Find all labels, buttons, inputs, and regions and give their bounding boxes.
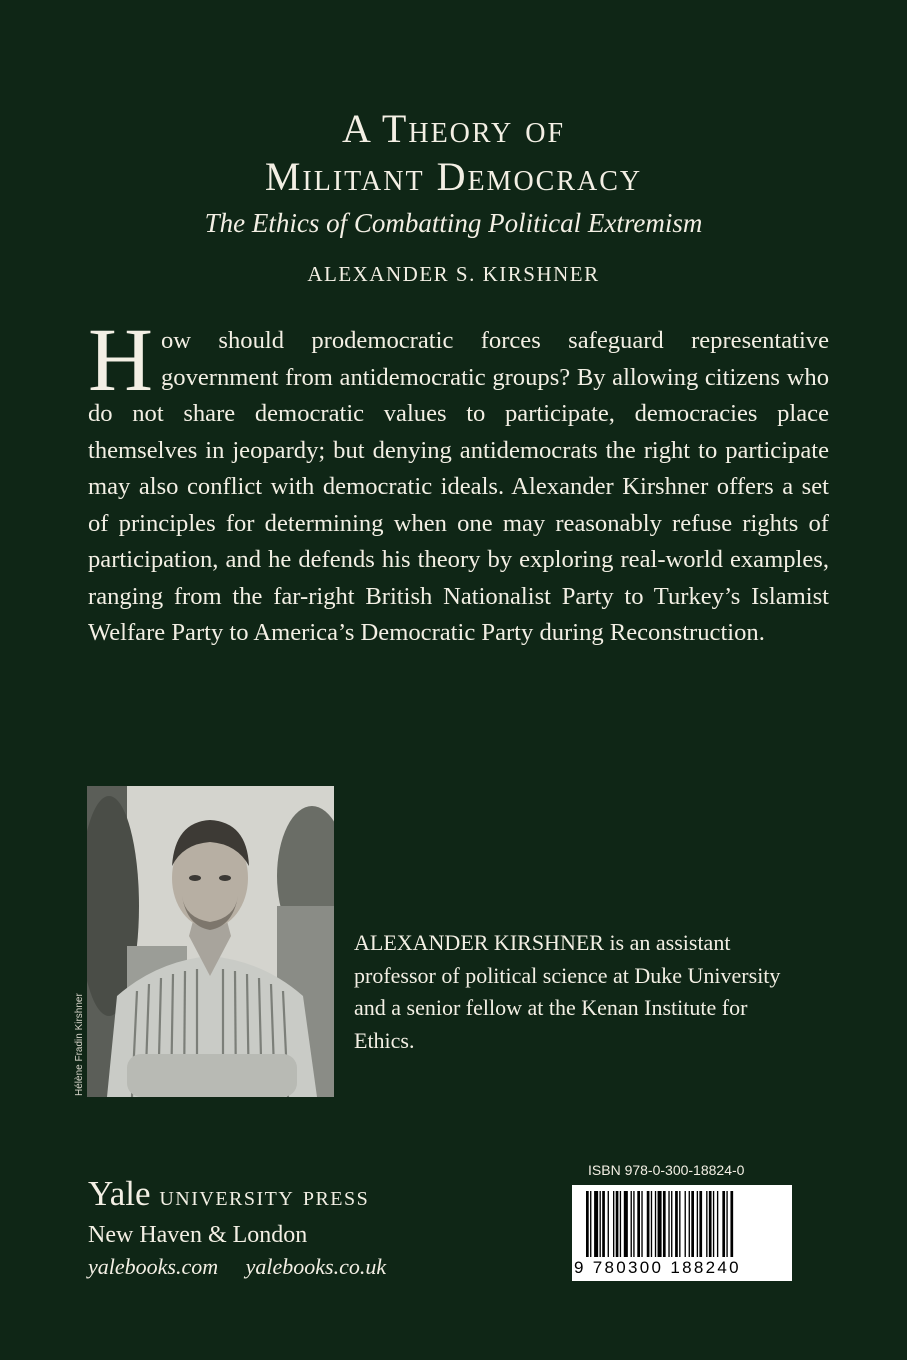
isbn-label: ISBN 978-0-300-18824-0 (588, 1162, 745, 1178)
book-title-line-2: Militant Democracy (264, 154, 643, 199)
barcode-bar (691, 1191, 694, 1257)
publisher-block (88, 1175, 408, 1282)
barcode-bar (675, 1191, 678, 1257)
barcode-bar (608, 1191, 609, 1257)
barcode-bar (671, 1191, 672, 1257)
barcode-bar (616, 1191, 619, 1257)
barcode-bar (658, 1191, 662, 1257)
barcode-bar (726, 1191, 727, 1257)
book-title-line-1: A Theory of (341, 106, 566, 151)
barcode-bar (631, 1191, 632, 1257)
barcode-bars (572, 1185, 792, 1261)
book-author: ALEXANDER S. KIRSHNER (307, 262, 600, 286)
barcode-bar (689, 1191, 690, 1257)
barcode-bar (620, 1191, 621, 1257)
barcode-bar (651, 1191, 652, 1257)
barcode-digits: 9 780300 188240 (574, 1258, 741, 1277)
barcode-bar (600, 1191, 601, 1257)
publisher-name-main: Yale (88, 1174, 151, 1213)
photo-credit: Hélène Fradin Kirshner (74, 993, 85, 1096)
barcode-bar (663, 1191, 666, 1257)
publisher-site-us[interactable]: yalebooks.com (88, 1254, 219, 1279)
publisher-sites (88, 1252, 408, 1282)
barcode (572, 1185, 792, 1281)
author-bio: ALEXANDER KIRSHNER is an assistant professor of political science at Duke University and a senior fellow at the Kenan Institute for Ethics. (354, 930, 781, 1053)
publisher-name (88, 1175, 408, 1216)
author-photo (87, 786, 334, 1097)
blurb-text: ow should prodemocratic forces safeguard representative government from antidemocratic groups? By allowing citizens who do not share democratic values to participate, democracies place themselves in jeopardy; but denying antidemocrats the right to participate may also conflict with democratic ideals. Alexander Kirshner offers a set of principles for determining when one may reasonably refuse rights of participation, and he defends his theory by exploring real-world examples, ranging from the far-right British Nationalist Party to Turkey’s Islamist Welfare Party to America’s Democratic Party during Reconstruction. (88, 327, 829, 646)
barcode-bar (637, 1191, 640, 1257)
barcode-bar (722, 1191, 725, 1257)
book-subtitle: The Ethics of Combatting Political Extremism (204, 208, 703, 238)
barcode-bar (641, 1191, 642, 1257)
barcode-bar (697, 1191, 698, 1257)
publisher-site-uk[interactable]: yalebooks.co.uk (245, 1254, 387, 1279)
barcode-bar (594, 1191, 598, 1257)
barcode-bar (633, 1191, 634, 1257)
barcode-bar (602, 1191, 605, 1257)
barcode-bar (590, 1191, 591, 1257)
blurb (88, 311, 829, 652)
barcode-bar (685, 1191, 686, 1257)
barcode-bar (713, 1191, 714, 1257)
barcode-bar (717, 1191, 718, 1257)
publisher-name-rest: university press (159, 1181, 370, 1212)
blurb-drop-cap: H (88, 311, 153, 410)
barcode-bar (668, 1191, 669, 1257)
barcode-bar (647, 1191, 650, 1257)
barcode-bar (699, 1191, 702, 1257)
barcode-bar (613, 1191, 614, 1257)
author-photo-image (87, 786, 334, 1097)
barcode-bar (706, 1191, 707, 1257)
barcode-bar (586, 1191, 589, 1257)
barcode-bar (655, 1191, 656, 1257)
barcode-bar (679, 1191, 680, 1257)
barcode-bar (730, 1191, 733, 1257)
publisher-city: New Haven & London (88, 1222, 308, 1248)
barcode-bar (624, 1191, 628, 1257)
barcode-bar (709, 1191, 712, 1257)
